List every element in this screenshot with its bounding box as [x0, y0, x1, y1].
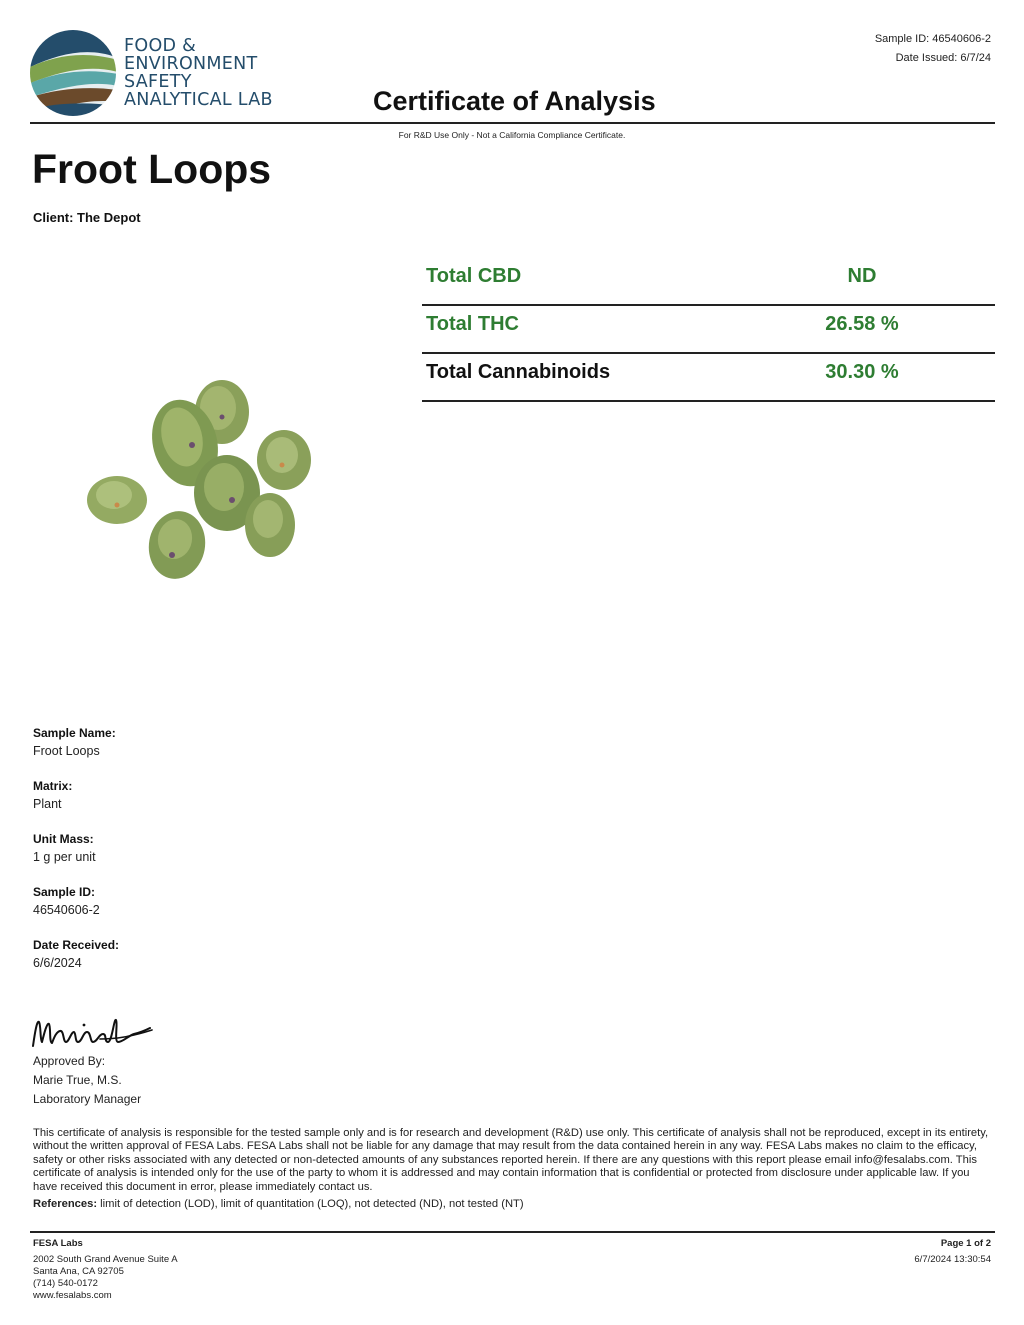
- product-name: Froot Loops: [32, 146, 272, 192]
- detail-label: Unit Mass:: [33, 832, 94, 846]
- references-text: limit of detection (LOD), limit of quantitation (LOQ), not detected (ND), not tested (NT): [97, 1198, 524, 1210]
- product-photo: [32, 305, 352, 720]
- disclaimer-text: This certificate of analysis is responsible for the tested sample only and is for research and development (R&D) use only. This certificate of analysis shall not be reproduced, except in its entirety, without the written approval of FESA Labs. FESA Labs shall not be liable for any damage that may result from the data contained herein in any way. FESA Labs makes no claim to the efficacy, safety or other risks associated with any detected or non-detected amounts of any substances reported herein. If there are any questions with this report please email info@fesalabs.com. This certificate of analysis is intended only for the use of the party to whom it is addressed and may contain information that is confidential or protected from disclosure under applicable law. If you have received this document in error, please immediately contact us.: [33, 1127, 989, 1193]
- summary-value: 30.30 %: [825, 361, 899, 383]
- logo-line-4: ANALYTICAL LAB: [124, 90, 273, 110]
- footer-company: FESA Labs: [33, 1238, 83, 1249]
- footer-page-info: [914, 1238, 991, 1266]
- header-divider: [30, 122, 995, 124]
- approver-name: Marie True, M.S.: [33, 1073, 122, 1087]
- references-line: [33, 1198, 993, 1210]
- summary-value: 26.58 %: [825, 313, 899, 335]
- approver-role: Laboratory Manager: [33, 1092, 142, 1106]
- detail-value: Plant: [33, 797, 62, 811]
- footer-address-line-1: 2002 South Grand Avenue Suite A: [33, 1254, 178, 1265]
- footer-website: www.fesalabs.com: [33, 1290, 112, 1301]
- header-sample-id: Sample ID: 46540606-2: [874, 33, 991, 45]
- logo-line-1: FOOD &: [124, 36, 197, 56]
- logo-wordmark: [124, 37, 304, 109]
- detail-value: 46540606-2: [33, 903, 100, 917]
- detail-value: Froot Loops: [33, 744, 100, 758]
- detail-date-received: [33, 938, 333, 972]
- client-label: Client: The Depot: [33, 210, 141, 225]
- cannabis-buds-image: [32, 305, 352, 720]
- client-line: [33, 210, 141, 225]
- cannabinoid-summary-table: [422, 258, 995, 402]
- summary-label: Total CBD: [426, 265, 522, 287]
- footer-timestamp: 6/7/2024 13:30:54: [914, 1254, 991, 1265]
- detail-label: Sample ID:: [33, 885, 96, 899]
- header-date-issued: Date Issued: 6/7/24: [895, 52, 991, 64]
- sample-details: [33, 726, 333, 991]
- approved-by-label: Approved By:: [33, 1054, 106, 1068]
- detail-value: 1 g per unit: [33, 850, 96, 864]
- detail-matrix: [33, 779, 333, 813]
- detail-unit-mass: [33, 832, 333, 866]
- detail-value: 6/6/2024: [33, 956, 82, 970]
- page-number: Page 1 of 2: [940, 1238, 991, 1249]
- detail-label: Matrix:: [33, 779, 73, 793]
- handwritten-signature: [30, 1012, 155, 1052]
- footer-phone: (714) 540-0172: [33, 1278, 98, 1289]
- footer-divider: [30, 1231, 995, 1233]
- approval-block: [33, 1052, 141, 1109]
- summary-row-total-thc: [422, 306, 995, 354]
- footer-address: [33, 1238, 178, 1302]
- detail-label: Sample Name:: [33, 726, 116, 740]
- summary-row-total-cbd: [422, 258, 995, 306]
- footer-address-line-2: Santa Ana, CA 92705: [33, 1266, 124, 1277]
- detail-label: Date Received:: [33, 938, 120, 952]
- logo-line-3: SAFETY: [124, 72, 192, 92]
- fesa-logo: [28, 28, 118, 118]
- compliance-note: For R&D Use Only - Not a California Compliance Certificate.: [398, 130, 626, 140]
- detail-sample-id: [33, 885, 333, 919]
- signature-image: [30, 1012, 155, 1052]
- summary-row-total-cannabinoids: [422, 354, 995, 402]
- references-label: References:: [33, 1198, 98, 1210]
- logo-line-2: ENVIRONMENT: [124, 54, 258, 74]
- detail-sample-name: [33, 726, 333, 760]
- document-title: Certificate of Analysis: [373, 86, 656, 116]
- summary-value: ND: [847, 265, 877, 287]
- logo-emblem-icon: [28, 28, 118, 118]
- summary-label: Total Cannabinoids: [426, 361, 611, 383]
- summary-label: Total THC: [426, 313, 519, 335]
